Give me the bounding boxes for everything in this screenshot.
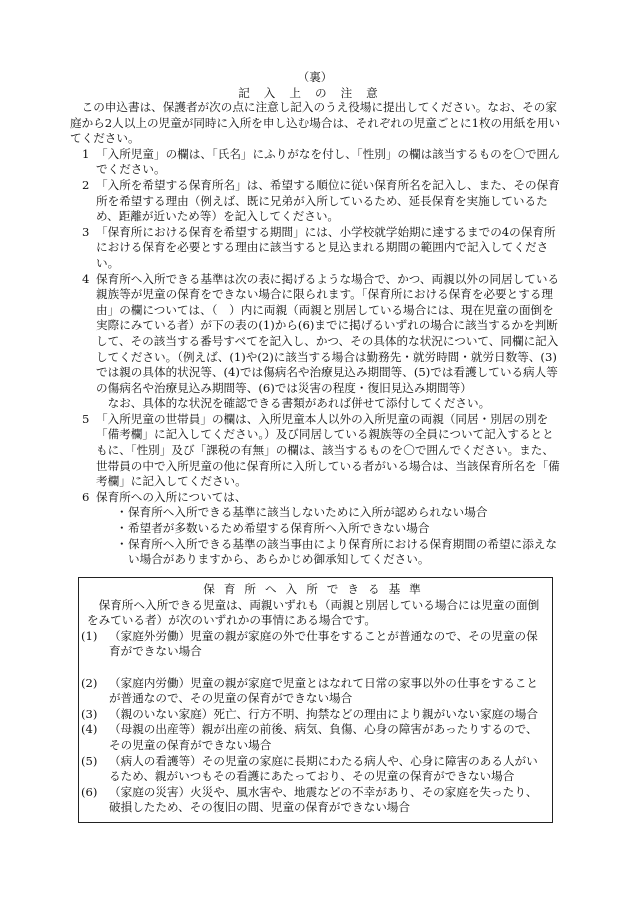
notes-section: [70, 100, 565, 568]
note-number: 1: [82, 146, 90, 161]
criteria-text: （病人の看護等）その児童の家庭に長期にわたる病人や、心身に障害のある人がいるため、親がいつもその看護にあたっており、その児童の保育ができない場合: [109, 753, 538, 784]
criteria-item: [81, 675, 546, 707]
criteria-text: （母親の出産等）親が出産の前後、病気、負傷、心身の障害があったりするので、その児童の保育ができない場合: [109, 722, 538, 752]
note-number: 3: [82, 224, 90, 239]
note-text: 「入所児童の世帯員」の欄は、入所児童本人以外の入所児童の両親（同居・別居の別を「備考欄」に記入してください。）及び同居している親族等の全員について記入するとともに、「性別」及び「課税の有無」の欄は、該当するものを〇で囲んでください。また、世帯員の中で入所児童の他に保育所に入所している者がいる場合は、当該保育所名を「備考欄」に記入してください。: [96, 411, 560, 489]
note-text: 「入所児童」の欄は、「氏名」にふりがなを付し、「性別」の欄は該当するものを〇で囲んでください。: [96, 146, 560, 177]
bullet-item: [116, 505, 565, 521]
criteria-item: [81, 784, 546, 816]
bullet-text: 保育所へ入所できる基準に該当しないために入所が認められない場合: [128, 505, 488, 520]
note-item: [70, 490, 565, 506]
note-number: 4: [82, 271, 90, 286]
note-number: 6: [82, 489, 90, 504]
criteria-number: (4): [81, 722, 98, 737]
page-title: 記入上の注意: [238, 86, 392, 100]
bullet-item: [116, 537, 565, 568]
note-item: [70, 412, 565, 490]
note-item: [70, 272, 565, 397]
note-text: 「保育所における保育を希望する期間」には、小学校就学始期に達するまでの4の保育所における保育を必要とする理由に該当すると見込まれる期間の範囲内で記入してください。: [96, 224, 556, 270]
criteria-title: 保育所へ入所できる基準: [203, 582, 430, 596]
note-item: [70, 178, 565, 225]
intro-paragraph: この申込書は、保護者が次の点に注意し記入のうえ役場に提出してください。なお、その家庭から2人以上の児童が同時に入所を申し込む場合は、それぞれの児童ごとに1枚の用紙を用いてください。: [70, 100, 561, 146]
criteria-text: （家庭の災害）火災や、風水害や、地震などの不幸があり、その家庭を失ったり、破損したため、その復旧の間、児童の保育ができない場合: [109, 784, 538, 815]
bullet-mark: ・: [116, 521, 128, 536]
bullet-item: [116, 521, 565, 537]
note-text: 保育所への入所については、: [96, 489, 247, 504]
note-4-supplement: なお、具体的な状況を確認できる書類があれば併せて添付してください。: [107, 396, 491, 411]
criteria-intro: 保育所へ入所できる児童は、両親いずれも（両親と別居している場合には児童の面倒をみている者）が次のいずれかの事情にある場合です。: [87, 597, 540, 628]
bullet-mark: ・: [116, 505, 128, 520]
criteria-number: (1): [81, 628, 98, 643]
criteria-item: [81, 628, 546, 660]
criteria-number: (2): [81, 675, 98, 690]
criteria-item: [81, 753, 546, 785]
page-side-label: （裏）: [297, 70, 333, 84]
criteria-item: [81, 722, 546, 753]
criteria-number: (5): [81, 753, 98, 768]
note-number: 5: [82, 411, 90, 426]
bullet-mark: ・: [116, 536, 128, 551]
criteria-text: （親のいない家庭）死亡、行方不明、拘禁などの理由により親がいない家庭の場合: [109, 706, 538, 721]
note-item: [70, 225, 565, 272]
criteria-text: （家庭外労働）児童の親が家庭の外で仕事をすることが普通なので、その児童の保育ができない場合: [109, 628, 538, 659]
note-text: 「入所を希望する保育所名」は、希望する順位に従い保育所名を記入し、また、その保育所を希望する理由（例えば、既に兄弟が入所しているため、延長保育を実施しているため、距離が近いため等）を記入してください。: [96, 177, 560, 224]
bullet-text: 希望者が多数いるため希望する保育所へ入所できない場合: [128, 521, 430, 536]
bullet-list: [70, 505, 565, 567]
criteria-item: [81, 706, 546, 723]
note-text: 保育所へ入所できる基準は次の表に掲げるような場合で、かつ、両親以外の同居している親族等が児童の保育をできない場合に限られます。「保育所における保育を必要とする理由」の欄については、（ ）内に両親（両親と別居している場合には、現在児童の面倒を実際にみている者）が下の表の(1)から(6)までに掲げるいずれの場合に該当するかを判断して、その該当する番号すべてを記入し、かつ、その具体的な状況について、同欄に記入してください。（例えば、(1)や(2)に該当する場合は勤務先・就労時間・就労日数等、(3)では親の具体的状況等、(4)では傷病名や治療見込み期間等、(5)では看護している病人等の傷病名や治療見込み期間等、(6)では災害の程度・復旧見込み期間等）: [96, 271, 560, 395]
bullet-text: 保育所へ入所できる基準の該当事由により保育所における保育期間の希望に添えない場合がありますから、あらかじめ御承知してください。: [128, 536, 557, 567]
admission-criteria-box: [78, 577, 553, 823]
note-item: [70, 147, 565, 178]
criteria-number: (6): [81, 784, 98, 799]
spacer: [87, 660, 546, 676]
criteria-number: (3): [81, 706, 98, 721]
note-number: 2: [82, 177, 90, 192]
criteria-text: （家庭内労働）児童の親が家庭で児童とはなれて日常の家事以外の仕事をすることが普通なので、その児童の保育ができない場合: [109, 675, 538, 706]
